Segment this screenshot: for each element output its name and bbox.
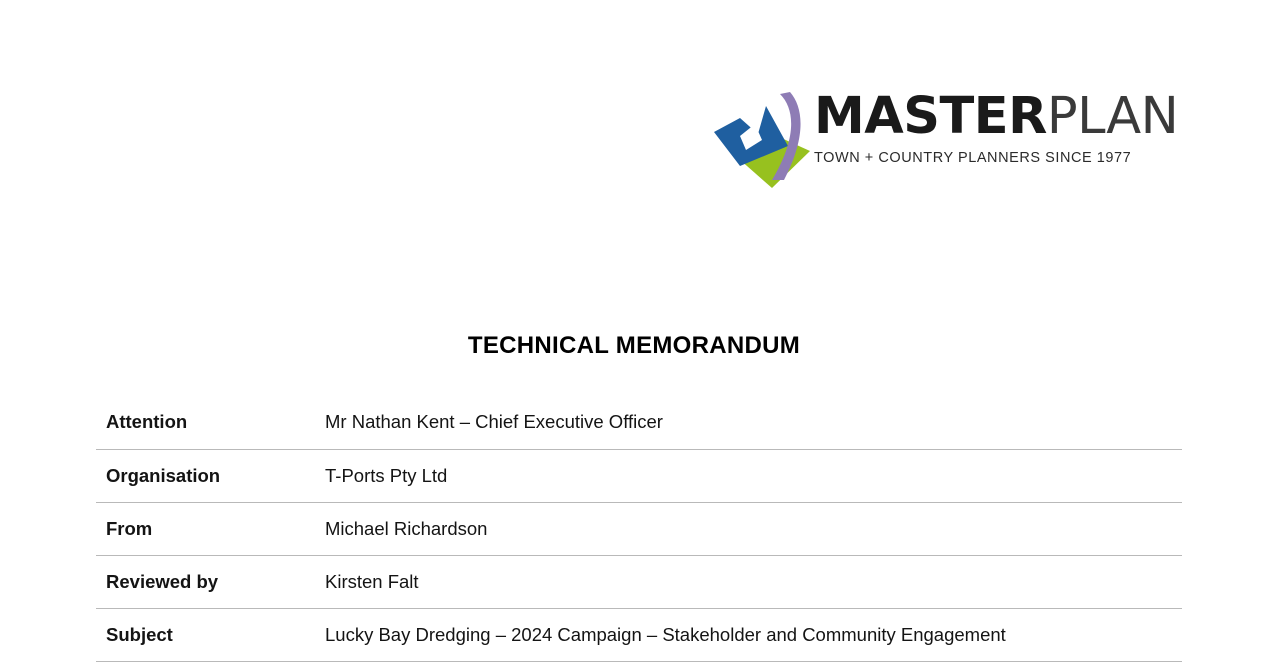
- memo-details-table: [96, 396, 1182, 662]
- field-value-organisation: T-Ports Pty Ltd: [314, 449, 1182, 502]
- masterplan-wordmark: [814, 87, 1179, 146]
- field-value-subject: Lucky Bay Dredging – 2024 Campaign – Stakeholder and Community Engagement: [314, 608, 1182, 661]
- field-label-reviewed-by: Reviewed by: [96, 555, 314, 608]
- masterplan-logo-text: [814, 87, 1179, 166]
- table-row: [96, 502, 1182, 555]
- field-label-from: From: [96, 502, 314, 555]
- field-label-attention: Attention: [96, 396, 314, 449]
- table-row: [96, 555, 1182, 608]
- masterplan-logo: [710, 87, 1179, 198]
- field-label-organisation: Organisation: [96, 449, 314, 502]
- logo-tagline: TOWN + COUNTRY PLANNERS SINCE 1977: [814, 150, 1132, 166]
- table-row: [96, 396, 1182, 449]
- wordmark-master: MASTER: [814, 87, 1047, 146]
- table-row: [96, 608, 1182, 661]
- field-label-subject: Subject: [96, 608, 314, 661]
- field-value-reviewed-by: Kirsten Falt: [314, 555, 1182, 608]
- wordmark-plan: PLAN: [1046, 87, 1179, 146]
- table-row: [96, 449, 1182, 502]
- field-value-from: Michael Richardson: [314, 502, 1182, 555]
- field-value-attention: Mr Nathan Kent – Chief Executive Officer: [314, 396, 1182, 449]
- masterplan-logo-mark-icon: [710, 88, 820, 193]
- page-title: TECHNICAL MEMORANDUM: [467, 332, 801, 359]
